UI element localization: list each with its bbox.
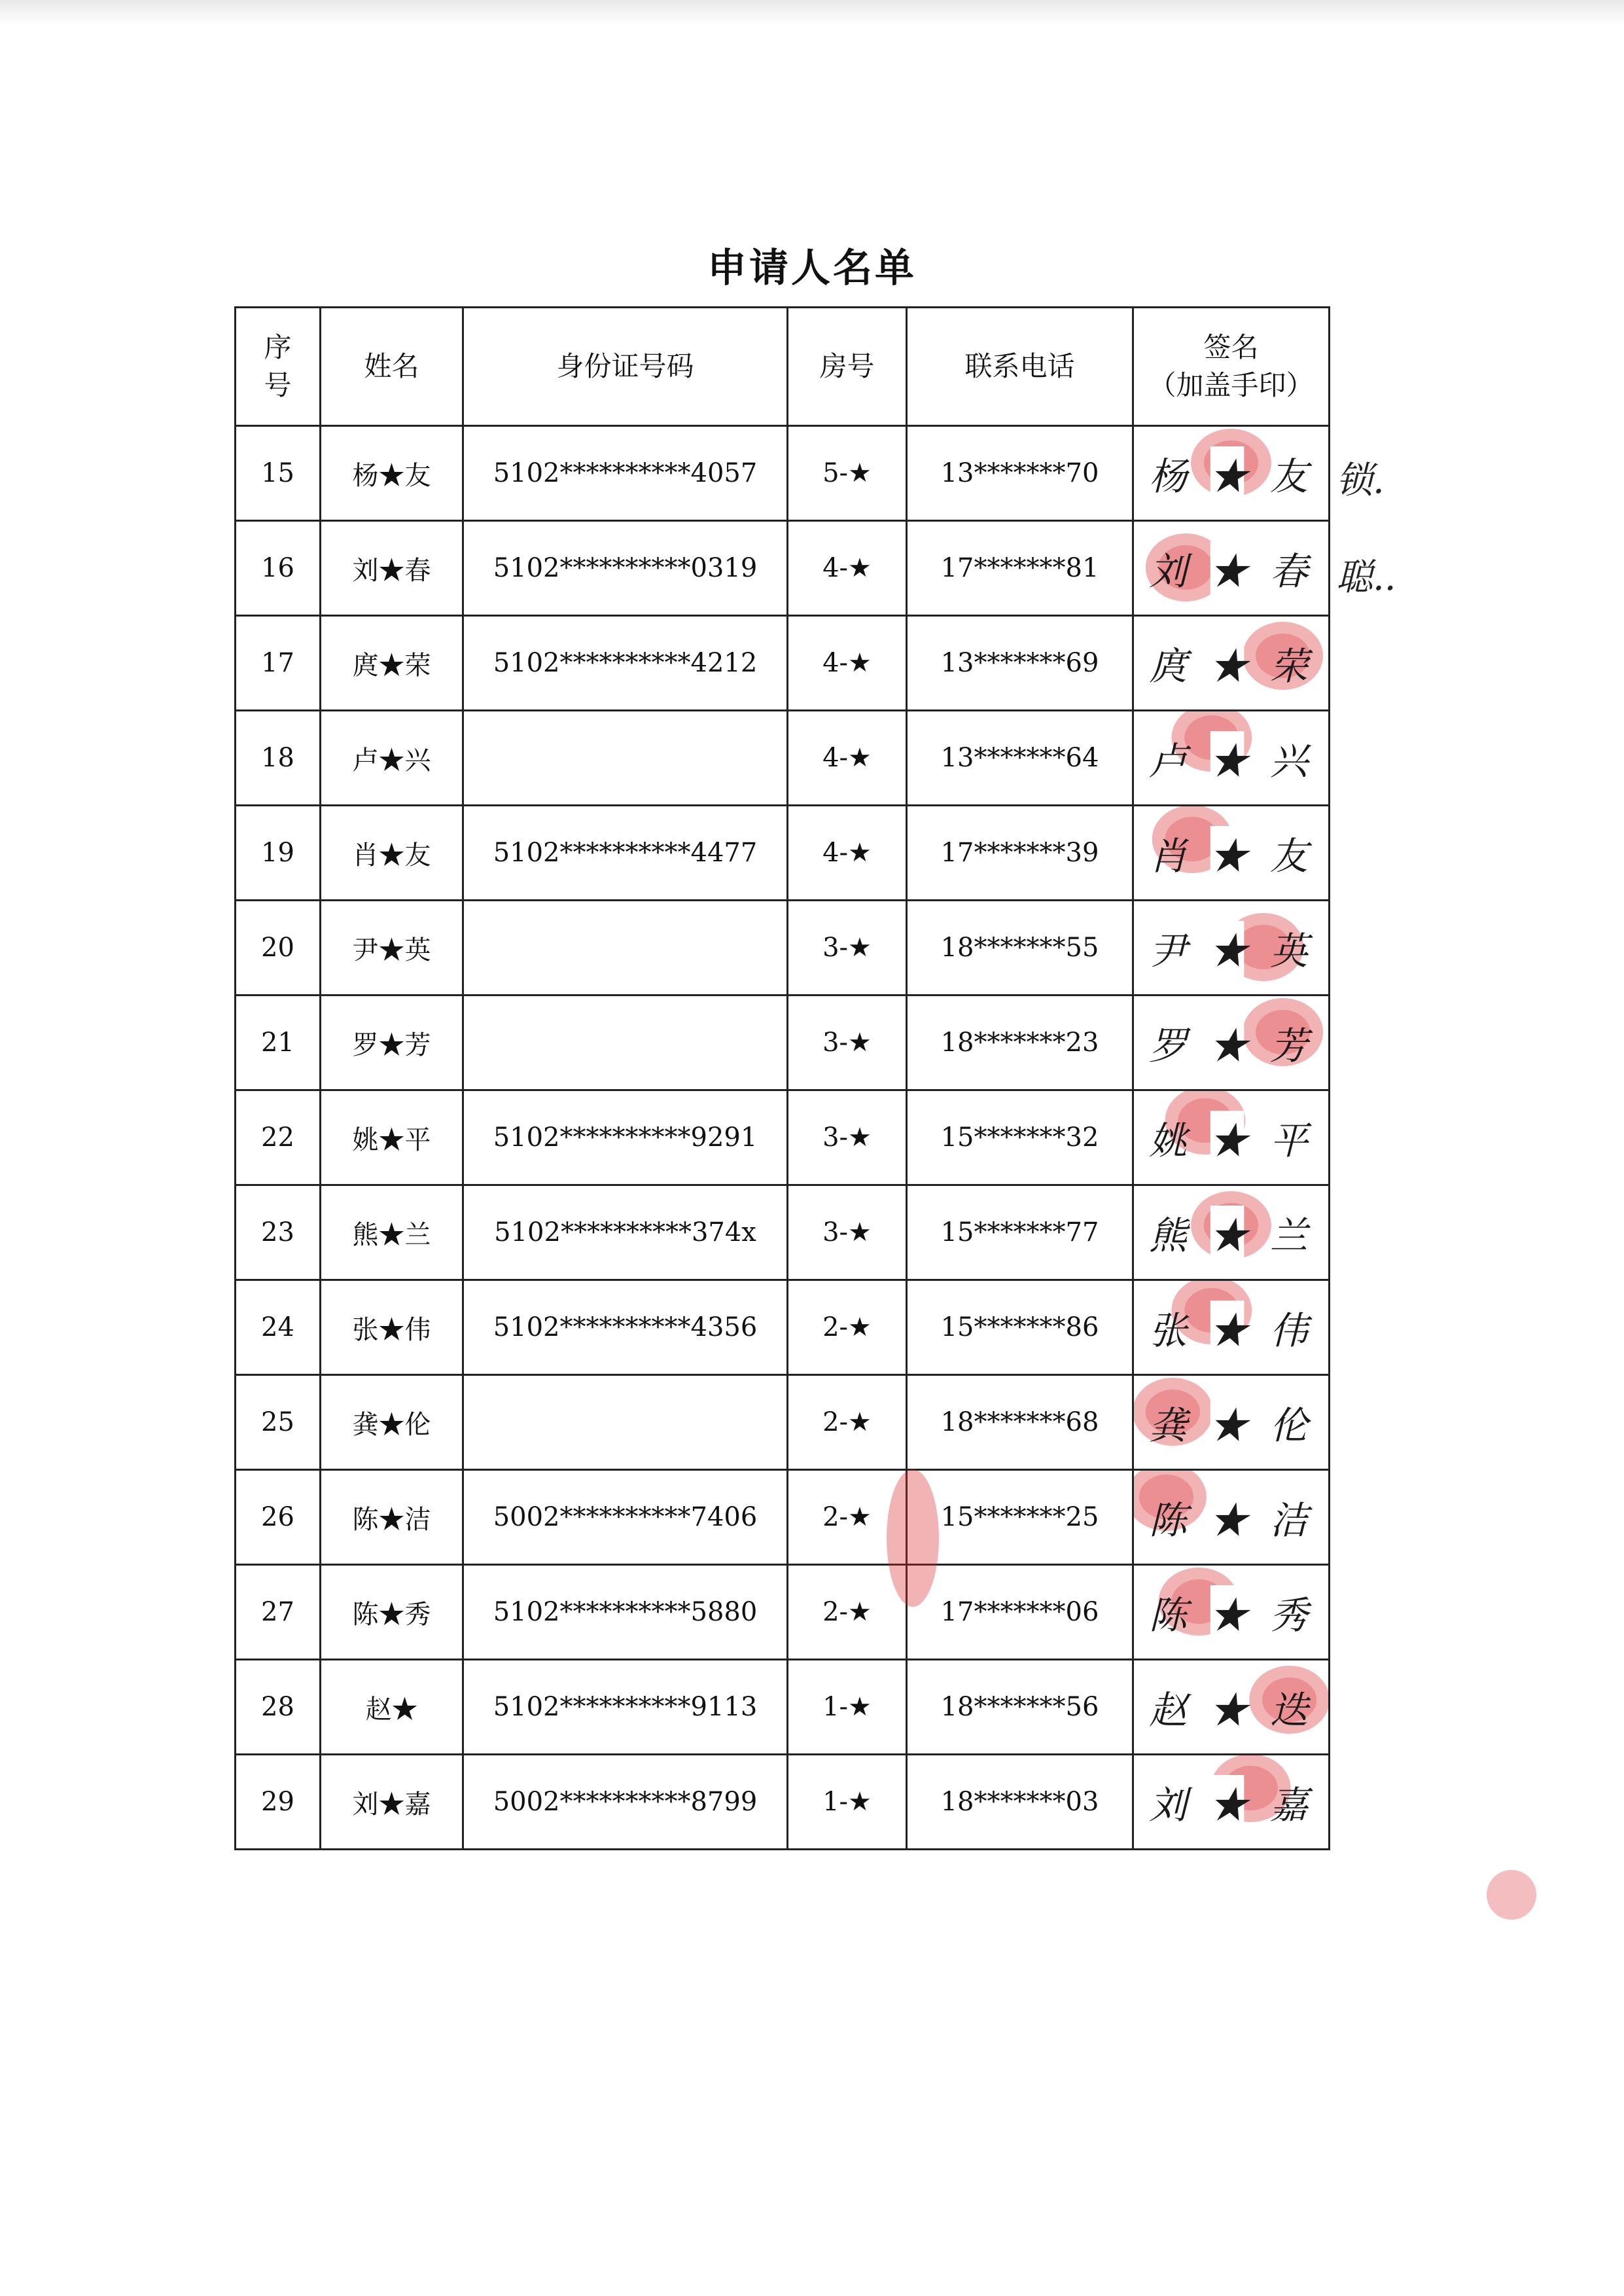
row-index: 17 bbox=[236, 616, 321, 711]
row-name: 肖★友 bbox=[321, 806, 463, 901]
handwritten-signature: 刘 ★ 春 bbox=[1149, 549, 1313, 594]
row-signature bbox=[1133, 1755, 1330, 1850]
row-room: 3-★ bbox=[788, 1090, 907, 1185]
row-room: 5-★ bbox=[788, 426, 907, 521]
row-index: 21 bbox=[236, 996, 321, 1090]
handwritten-signature: 尹 ★ 英 bbox=[1149, 929, 1313, 973]
handwritten-signature: 张 ★ 伟 bbox=[1149, 1308, 1313, 1353]
row-signature bbox=[1133, 616, 1330, 711]
row-name: 卢★兴 bbox=[321, 711, 463, 806]
handwritten-signature: 赵 ★ 迭 bbox=[1149, 1688, 1313, 1732]
page-title: 申请人名单 bbox=[707, 245, 917, 291]
header-signature-label: 签名 （加盖手印） bbox=[1148, 331, 1314, 401]
table-row bbox=[236, 1280, 1330, 1375]
row-name: 尹★英 bbox=[321, 901, 463, 996]
row-name: 熊★兰 bbox=[321, 1185, 463, 1280]
handwritten-signature: 陈 ★ 秀 bbox=[1149, 1593, 1313, 1638]
header-signature bbox=[1133, 308, 1330, 426]
row-phone: 13*******64 bbox=[907, 711, 1133, 806]
row-phone: 15*******32 bbox=[907, 1090, 1133, 1185]
row-index: 24 bbox=[236, 1280, 321, 1375]
row-phone: 13*******69 bbox=[907, 616, 1133, 711]
row-signature bbox=[1133, 996, 1330, 1090]
row-id-number: 5102**********4477 bbox=[463, 806, 788, 901]
row-phone: 15*******25 bbox=[907, 1470, 1133, 1565]
row-phone: 18*******56 bbox=[907, 1660, 1133, 1755]
row-room: 1-★ bbox=[788, 1660, 907, 1755]
row-room: 4-★ bbox=[788, 521, 907, 616]
row-index: 29 bbox=[236, 1755, 321, 1850]
table-row bbox=[236, 521, 1330, 616]
row-signature bbox=[1133, 521, 1330, 616]
table-row bbox=[236, 711, 1330, 806]
row-id-number: 5102**********4356 bbox=[463, 1280, 788, 1375]
row-room: 4-★ bbox=[788, 616, 907, 711]
row-signature bbox=[1133, 1375, 1330, 1470]
fingerprint-stray-right bbox=[1475, 1859, 1547, 1931]
row-name: 姚★平 bbox=[321, 1090, 463, 1185]
row-name: 陈★秀 bbox=[321, 1565, 463, 1660]
row-index: 27 bbox=[236, 1565, 321, 1660]
row-index: 25 bbox=[236, 1375, 321, 1470]
row-signature bbox=[1133, 1280, 1330, 1375]
row-id-number bbox=[463, 901, 788, 996]
header-room-label: 房号 bbox=[819, 350, 875, 382]
row-index: 26 bbox=[236, 1470, 321, 1565]
row-room: 4-★ bbox=[788, 711, 907, 806]
row-room: 4-★ bbox=[788, 806, 907, 901]
header-index bbox=[236, 308, 321, 426]
row-name: 罗★芳 bbox=[321, 996, 463, 1090]
row-id-number: 5102**********5880 bbox=[463, 1565, 788, 1660]
row-index: 19 bbox=[236, 806, 321, 901]
handwritten-signature: 姚 ★ 平 bbox=[1149, 1119, 1313, 1163]
row-signature bbox=[1133, 1185, 1330, 1280]
row-id-number: 5102**********4212 bbox=[463, 616, 788, 711]
row-id-number: 5002**********8799 bbox=[463, 1755, 788, 1850]
header-room bbox=[788, 308, 907, 426]
header-name-label: 姓名 bbox=[364, 350, 419, 382]
row-signature bbox=[1133, 806, 1330, 901]
row-room: 2-★ bbox=[788, 1470, 907, 1565]
row-id-number: 5102**********4057 bbox=[463, 426, 788, 521]
table-row bbox=[236, 996, 1330, 1090]
row-phone: 17*******81 bbox=[907, 521, 1133, 616]
table-header-row bbox=[236, 308, 1330, 426]
row-index: 28 bbox=[236, 1660, 321, 1755]
handwritten-signature: 熊 ★ 兰 bbox=[1149, 1213, 1313, 1258]
row-name: 杨★友 bbox=[321, 426, 463, 521]
handwritten-signature: 龚 ★ 伦 bbox=[1149, 1403, 1313, 1448]
row-signature bbox=[1133, 901, 1330, 996]
applicant-table bbox=[234, 306, 1330, 1850]
row-phone: 13*******70 bbox=[907, 426, 1133, 521]
row-index: 23 bbox=[236, 1185, 321, 1280]
handwritten-signature: 庹 ★ 荣 bbox=[1149, 644, 1313, 689]
table-row bbox=[236, 1185, 1330, 1280]
row-room: 2-★ bbox=[788, 1375, 907, 1470]
row-room: 2-★ bbox=[788, 1565, 907, 1660]
row-name: 赵★ bbox=[321, 1660, 463, 1755]
header-id-number bbox=[463, 308, 788, 426]
row-name: 陈★洁 bbox=[321, 1470, 463, 1565]
handwritten-signature: 陈 ★ 洁 bbox=[1149, 1498, 1313, 1543]
table-row bbox=[236, 1470, 1330, 1565]
row-room: 3-★ bbox=[788, 996, 907, 1090]
margin-note-2: 聪.. bbox=[1336, 556, 1396, 599]
row-signature bbox=[1133, 1090, 1330, 1185]
handwritten-signature: 肖 ★ 友 bbox=[1149, 834, 1313, 878]
row-id-number: 5102**********374x bbox=[463, 1185, 788, 1280]
header-phone-label: 联系电话 bbox=[964, 350, 1075, 382]
row-signature bbox=[1133, 1470, 1330, 1565]
table-row bbox=[236, 901, 1330, 996]
row-phone: 17*******06 bbox=[907, 1565, 1133, 1660]
table-row bbox=[236, 1660, 1330, 1755]
handwritten-signature: 杨 ★ 友 bbox=[1149, 454, 1313, 499]
row-room: 3-★ bbox=[788, 901, 907, 996]
row-room: 1-★ bbox=[788, 1755, 907, 1850]
row-phone: 15*******77 bbox=[907, 1185, 1133, 1280]
row-signature bbox=[1133, 711, 1330, 806]
row-index: 16 bbox=[236, 521, 321, 616]
row-id-number: 5102**********9291 bbox=[463, 1090, 788, 1185]
row-id-number: 5102**********9113 bbox=[463, 1660, 788, 1755]
header-name bbox=[321, 308, 463, 426]
row-phone: 18*******23 bbox=[907, 996, 1133, 1090]
row-phone: 18*******03 bbox=[907, 1755, 1133, 1850]
fingerprint-stray-left bbox=[877, 1460, 949, 1617]
row-id-number bbox=[463, 1375, 788, 1470]
row-index: 20 bbox=[236, 901, 321, 996]
row-signature bbox=[1133, 426, 1330, 521]
row-index: 18 bbox=[236, 711, 321, 806]
scan-top-edge bbox=[0, 0, 1624, 26]
row-room: 2-★ bbox=[788, 1280, 907, 1375]
table-row bbox=[236, 806, 1330, 901]
row-room: 3-★ bbox=[788, 1185, 907, 1280]
margin-note-1: 锁. bbox=[1336, 459, 1385, 502]
row-index: 15 bbox=[236, 426, 321, 521]
handwritten-signature: 罗 ★ 芳 bbox=[1149, 1024, 1313, 1068]
row-id-number bbox=[463, 711, 788, 806]
row-phone: 18*******68 bbox=[907, 1375, 1133, 1470]
header-phone bbox=[907, 308, 1133, 426]
table-row bbox=[236, 616, 1330, 711]
row-name: 张★伟 bbox=[321, 1280, 463, 1375]
table-row bbox=[236, 426, 1330, 521]
row-phone: 18*******55 bbox=[907, 901, 1133, 996]
row-name: 龚★伦 bbox=[321, 1375, 463, 1470]
handwritten-signature: 卢 ★ 兴 bbox=[1149, 739, 1313, 783]
header-index-label: 序 号 bbox=[264, 331, 292, 401]
row-index: 22 bbox=[236, 1090, 321, 1185]
table-row bbox=[236, 1565, 1330, 1660]
row-id-number: 5002**********7406 bbox=[463, 1470, 788, 1565]
row-name: 庹★荣 bbox=[321, 616, 463, 711]
row-name: 刘★春 bbox=[321, 521, 463, 616]
handwritten-signature: 刘 ★ 嘉 bbox=[1149, 1783, 1313, 1827]
header-id-label: 身份证号码 bbox=[556, 350, 694, 382]
row-id-number: 5102**********0319 bbox=[463, 521, 788, 616]
table-row bbox=[236, 1090, 1330, 1185]
row-phone: 15*******86 bbox=[907, 1280, 1133, 1375]
row-name: 刘★嘉 bbox=[321, 1755, 463, 1850]
table-row bbox=[236, 1375, 1330, 1470]
table-row bbox=[236, 1755, 1330, 1850]
row-id-number bbox=[463, 996, 788, 1090]
row-signature bbox=[1133, 1660, 1330, 1755]
row-signature bbox=[1133, 1565, 1330, 1660]
row-phone: 17*******39 bbox=[907, 806, 1133, 901]
